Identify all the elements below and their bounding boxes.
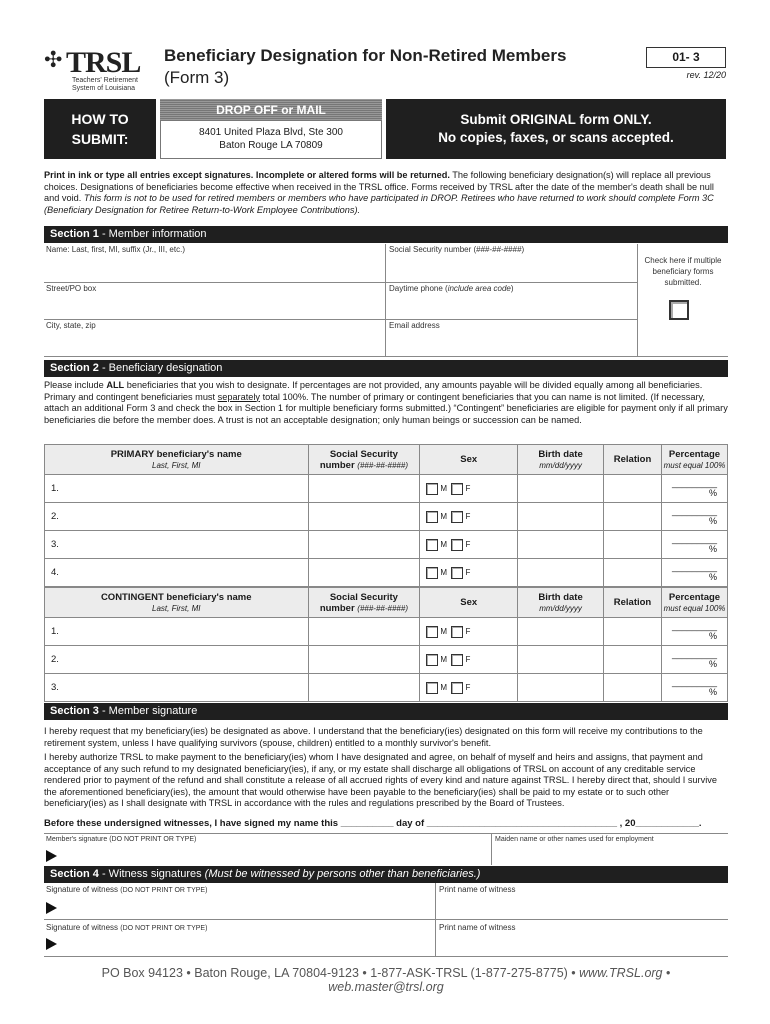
member-signature-label: Member's signature (DO NOT PRINT OR TYPE) <box>46 836 197 843</box>
form-subtitle: (Form 3) <box>164 68 230 87</box>
primary-ssn-cell[interactable] <box>308 475 420 503</box>
address-line-1: 8401 United Plaza Blvd, Ste 300 <box>199 127 343 138</box>
primary-percentage-cell[interactable] <box>661 475 727 503</box>
header-sub: Last, First, MI <box>152 603 201 613</box>
table-row <box>45 531 728 559</box>
primary-relation-cell[interactable] <box>604 503 662 531</box>
witness-2-print-field[interactable] <box>439 933 727 955</box>
section-2-header <box>44 360 728 377</box>
witness-2-signature-field[interactable] <box>60 933 432 955</box>
female-label: F <box>465 682 471 692</box>
divider <box>44 833 728 834</box>
label-text: Signature of witness <box>46 923 119 932</box>
contingent-birth-cell[interactable] <box>518 646 604 674</box>
primary-beneficiary-table <box>44 444 728 587</box>
primary-percentage-cell[interactable] <box>661 503 727 531</box>
header-sub: (###-##-####) <box>357 603 408 613</box>
row-number: 1. <box>51 626 59 637</box>
how-to-line-2: SUBMIT: <box>71 131 129 147</box>
divider <box>44 919 728 920</box>
primary-percentage-cell[interactable] <box>661 559 727 587</box>
member-name-label: Name: Last, first, MI, suffix (Jr., III, etc.) <box>46 245 185 254</box>
divider <box>491 833 492 865</box>
percentage-header <box>661 588 727 618</box>
primary-ssn-cell[interactable] <box>308 559 420 587</box>
divider <box>44 356 728 357</box>
male-label: M <box>440 682 447 692</box>
ssn-header <box>308 445 420 475</box>
member-signature-field[interactable] <box>60 844 488 864</box>
primary-name-cell[interactable] <box>45 503 309 531</box>
section-4-header <box>44 866 728 883</box>
sex-cell <box>420 618 518 646</box>
table-row <box>45 646 728 674</box>
header-text: Percentage <box>668 448 721 460</box>
table-row <box>45 618 728 646</box>
contingent-percentage-cell[interactable] <box>661 618 727 646</box>
divider <box>435 883 436 919</box>
header-sub: (###-##-####) <box>357 460 408 470</box>
contingent-percentage-cell[interactable] <box>661 674 727 702</box>
label-sub: (DO NOT PRINT OR TYPE) <box>120 887 208 894</box>
contingent-birth-cell[interactable] <box>518 618 604 646</box>
male-checkbox[interactable] <box>426 483 438 495</box>
male-checkbox[interactable] <box>426 539 438 551</box>
contingent-birth-cell[interactable] <box>518 674 604 702</box>
authorization-para-2: I hereby authorize TRSL to make payment to the beneficiary(ies) whom I have designated and agree, on behalf of myself and heirs and assigns, that payment and acceptance of any such refund to my designated beneficiary(ies), if any, or my estate shall discharge all obligations of TRSL on account of any creditable service rendered prior to payment of the refund and shall constitute a release of all accrued rights of every kind and nature against TRSL. I hereby direct that, should I survive the aforementioned beneficiary(ies), the amount that would otherwise have been payable to the beneficiary(ies) shall be paid to my estate or to such other beneficiary(ies) as I shall designate with TRSL in accordance with the rules and regulations prescribed by the Board of Trustees. <box>44 752 717 808</box>
primary-relation-cell[interactable] <box>604 531 662 559</box>
contingent-relation-cell[interactable] <box>604 646 662 674</box>
form-title: Beneficiary Designation for Non-Retired Members <box>164 46 567 65</box>
male-label: M <box>440 539 447 549</box>
witness-date-line: Before these undersigned witnesses, I have signed my name this __________ day of ____________________________________ , 20____________. <box>44 818 702 829</box>
female-label: F <box>465 626 471 636</box>
witness-1-signature-field[interactable] <box>60 896 432 918</box>
email-field[interactable] <box>386 320 636 356</box>
s2-text-a: Please include <box>44 380 107 390</box>
row-number: 3. <box>51 682 59 693</box>
contingent-name-cell[interactable] <box>45 618 309 646</box>
female-label: F <box>465 511 471 521</box>
row-number: 2. <box>51 511 59 522</box>
section-1-header <box>44 226 728 243</box>
header-text: Social Security <box>329 591 398 603</box>
row-number: 2. <box>51 654 59 665</box>
section-3-header <box>44 703 728 720</box>
footer-website-link[interactable]: www.TRSL.org <box>579 966 663 980</box>
witness-1-print-label: Print name of witness <box>439 885 516 894</box>
original-line-1: Submit ORIGINAL form ONLY. <box>460 112 652 127</box>
phone-label: Daytime phone (include area code) <box>389 284 514 293</box>
male-checkbox[interactable] <box>426 567 438 579</box>
trsl-logo <box>44 46 152 90</box>
s2-text-all: ALL <box>106 380 125 390</box>
percentage-header <box>661 445 727 475</box>
female-label: F <box>465 539 471 549</box>
header-text: number <box>319 602 355 614</box>
section-2-label: Section 2 <box>50 362 99 374</box>
male-checkbox[interactable] <box>426 654 438 666</box>
footer-address: PO Box 94123 • Baton Rouge, LA 70804-9123 • 1-877-ASK-TRSL (1-877-275-8775) • <box>101 966 580 980</box>
primary-relation-cell[interactable] <box>604 559 662 587</box>
header-text: Birth date <box>538 448 583 460</box>
section-4-label: Section 4 <box>50 868 99 880</box>
birth-header <box>518 588 604 618</box>
how-to-submit-box <box>44 99 156 159</box>
footer-contact <box>44 966 728 994</box>
table-header-row <box>45 445 728 475</box>
section-1-title: - Member information <box>98 228 207 240</box>
table-row <box>45 674 728 702</box>
label-text: Signature of witness <box>46 885 119 894</box>
city-field[interactable] <box>44 320 384 356</box>
mailing-address <box>160 121 382 159</box>
male-label: M <box>440 654 447 664</box>
sex-header: Sex <box>420 445 518 475</box>
sex-cell <box>420 503 518 531</box>
s2-text-c: total 100%. The number of primary or contingent beneficiaries that you can name is not limited. (If necessary, attach an additional Form 3 and check the box in Section 1 for multiple beneficiary forms submitted.) “Contingent” beneficiaries are eligible for payment only if all primary beneficiaries die before the member does. A trust is not an acceptable designation; only human beings or succession can be named. <box>44 391 728 425</box>
contingent-name-cell[interactable] <box>45 674 309 702</box>
primary-birth-cell[interactable] <box>518 475 604 503</box>
row-number: 1. <box>51 483 59 494</box>
primary-name-header <box>45 445 309 475</box>
female-checkbox[interactable] <box>451 511 463 523</box>
member-ssn-label: Social Security number (###-##-####) <box>389 245 525 254</box>
intro-instructions <box>44 170 728 216</box>
row-number: 3. <box>51 539 59 550</box>
female-label: F <box>465 483 471 493</box>
contingent-ssn-cell[interactable] <box>308 646 420 674</box>
drop-off-header: DROP OFF or MAIL <box>160 99 382 121</box>
sign-here-arrow-icon <box>46 902 57 914</box>
original-only-notice <box>386 99 726 159</box>
percentage-blank: _________ % <box>671 562 717 582</box>
female-checkbox[interactable] <box>451 626 463 638</box>
section-4-italic: (Must be witnessed by persons other than beneficiaries.) <box>204 868 481 880</box>
contingent-ssn-cell[interactable] <box>308 674 420 702</box>
male-label: M <box>440 483 447 493</box>
sign-here-arrow-icon <box>46 850 57 862</box>
header-text: number <box>319 459 355 471</box>
male-label: M <box>440 567 447 577</box>
sex-cell <box>420 674 518 702</box>
header-text: CONTINGENT beneficiary's name <box>100 591 252 603</box>
maiden-name-field[interactable] <box>495 844 727 864</box>
male-checkbox[interactable] <box>426 682 438 694</box>
multiple-forms-note: Check here if multiple beneficiary forms submitted. <box>644 256 722 287</box>
member-ssn-field[interactable] <box>386 244 636 282</box>
percentage-blank: _________ % <box>671 534 717 554</box>
witness-2-print-label: Print name of witness <box>439 923 516 932</box>
contingent-ssn-cell[interactable] <box>308 618 420 646</box>
sign-here-arrow-icon <box>46 938 57 950</box>
street-label: Street/PO box <box>46 284 97 293</box>
primary-birth-cell[interactable] <box>518 559 604 587</box>
primary-name-cell[interactable] <box>45 559 309 587</box>
multiple-forms-checkbox[interactable] <box>669 300 689 320</box>
address-line-2: Baton Rouge LA 70809 <box>219 140 323 151</box>
primary-ssn-cell[interactable] <box>308 531 420 559</box>
header-sub: Last, First, MI <box>152 460 201 470</box>
intro-italic: This form is not to be used for retired members or members who have participated in DROP. Retirees who have returned to work should complete Form 3C (Beneficiary Designation for Retiree Return-to-Work Employee Contributions). <box>44 193 714 215</box>
primary-rows <box>45 475 728 587</box>
sex-header: Sex <box>420 588 518 618</box>
table-row <box>45 475 728 503</box>
section-4-title: - Witness signatures <box>98 868 205 880</box>
city-label: City, state, zip <box>46 321 96 330</box>
female-checkbox[interactable] <box>451 682 463 694</box>
primary-birth-cell[interactable] <box>518 503 604 531</box>
primary-name-cell[interactable] <box>45 531 309 559</box>
header-text: Birth date <box>538 591 583 603</box>
female-label: F <box>465 654 471 664</box>
sex-cell <box>420 559 518 587</box>
s2-text-b: beneficiaries that you wish to designate. If percentages are not provided, any amounts payable will be divided equally among all beneficiaries. Primary and contingent beneficiaries must <box>44 380 703 402</box>
table-header-row <box>45 588 728 618</box>
sex-cell <box>420 646 518 674</box>
witness-1-print-field[interactable] <box>439 896 727 918</box>
female-checkbox[interactable] <box>451 539 463 551</box>
contingent-relation-cell[interactable] <box>604 618 662 646</box>
header-sub: must equal 100% <box>663 460 726 470</box>
street-field[interactable] <box>44 283 384 319</box>
logo-subtitle <box>72 77 138 93</box>
header-text: Percentage <box>668 591 721 603</box>
male-checkbox[interactable] <box>426 511 438 523</box>
header-sub: must equal 100% <box>663 603 726 613</box>
logo-sub-line-1: Teachers' Retirement <box>72 77 138 84</box>
table-row <box>45 503 728 531</box>
revision-date: rev. 12/20 <box>686 70 726 80</box>
section-2-instructions <box>44 380 728 426</box>
table-row <box>45 559 728 587</box>
intro-bold: Print in ink or type all entries except signatures. Incomplete or altered forms will be returned. <box>44 170 450 180</box>
primary-ssn-cell[interactable] <box>308 503 420 531</box>
ssn-header <box>308 588 420 618</box>
original-line-2: No copies, faxes, or scans accepted. <box>438 130 674 145</box>
female-checkbox[interactable] <box>451 483 463 495</box>
phone-field[interactable] <box>386 283 636 319</box>
section-3-text <box>44 726 728 810</box>
email-label: Email address <box>389 321 440 330</box>
contingent-name-header <box>45 588 309 618</box>
footer-email-link[interactable]: web.master@trsl.org <box>328 980 444 994</box>
section-3-label: Section 3 <box>50 705 99 717</box>
authorization-para-1: I hereby request that my beneficiary(ies) be designated as above. I understand that the beneficiary(ies) designated on this form will receive my contributions to the retirement system, unless I have qualifying survivors (spouse, children) entitled to a monthly survivor's benefit. <box>44 726 703 748</box>
male-checkbox[interactable] <box>426 626 438 638</box>
divider <box>44 956 728 957</box>
header-sub: mm/dd/yyyy <box>539 460 582 470</box>
form-number: 01- 3 <box>646 47 726 68</box>
intro-normal: The following beneficiary designation(s) will replace all previous choices. Designations of beneficiaries become effective when received in the TRSL office. Forms received by TRSL after the date of the member's death shall be null and void. <box>44 170 714 203</box>
s2-text-separately: separately <box>217 391 261 402</box>
female-checkbox[interactable] <box>451 654 463 666</box>
section-3-title: - Member signature <box>98 705 198 717</box>
maiden-name-label: Maiden name or other names used for employment <box>495 836 654 843</box>
percentage-blank: _________ % <box>671 677 717 697</box>
header-sub: mm/dd/yyyy <box>539 603 582 613</box>
male-label: M <box>440 626 447 636</box>
how-to-line-1: HOW TO <box>71 111 129 127</box>
primary-percentage-cell[interactable] <box>661 531 727 559</box>
witness-1-signature-label <box>46 885 207 894</box>
primary-relation-cell[interactable] <box>604 475 662 503</box>
header-text: Social Security <box>329 448 398 460</box>
member-name-field[interactable] <box>44 244 384 282</box>
divider <box>435 920 436 956</box>
primary-birth-cell[interactable] <box>518 531 604 559</box>
male-label: M <box>440 511 447 521</box>
section-1-label: Section 1 <box>50 228 99 240</box>
percentage-blank: _________ % <box>671 478 717 498</box>
sex-cell <box>420 475 518 503</box>
sex-cell <box>420 531 518 559</box>
female-label: F <box>465 567 471 577</box>
label-sub: (DO NOT PRINT OR TYPE) <box>120 925 208 932</box>
contingent-rows <box>45 618 728 702</box>
divider <box>385 244 386 356</box>
row-number: 4. <box>51 567 59 578</box>
footer-separator: • <box>662 966 671 980</box>
logo-sub-line-2: System of Louisiana <box>72 85 136 92</box>
primary-name-cell[interactable] <box>45 475 309 503</box>
section-2-title: - Beneficiary designation <box>98 362 223 374</box>
birth-header <box>518 445 604 475</box>
relation-header: Relation <box>604 445 662 475</box>
percentage-blank: _________ % <box>671 621 717 641</box>
contingent-percentage-cell[interactable] <box>661 646 727 674</box>
percentage-blank: _________ % <box>671 649 717 669</box>
contingent-beneficiary-table <box>44 587 728 702</box>
contingent-name-cell[interactable] <box>45 646 309 674</box>
header-text: PRIMARY beneficiary's name <box>110 448 242 460</box>
female-checkbox[interactable] <box>451 567 463 579</box>
logo-text: TRSL <box>66 46 141 79</box>
percentage-blank: _________ % <box>671 506 717 526</box>
logo-mark-icon: ✣ <box>44 48 63 73</box>
contingent-relation-cell[interactable] <box>604 674 662 702</box>
witness-2-signature-label <box>46 923 207 932</box>
relation-header: Relation <box>604 588 662 618</box>
